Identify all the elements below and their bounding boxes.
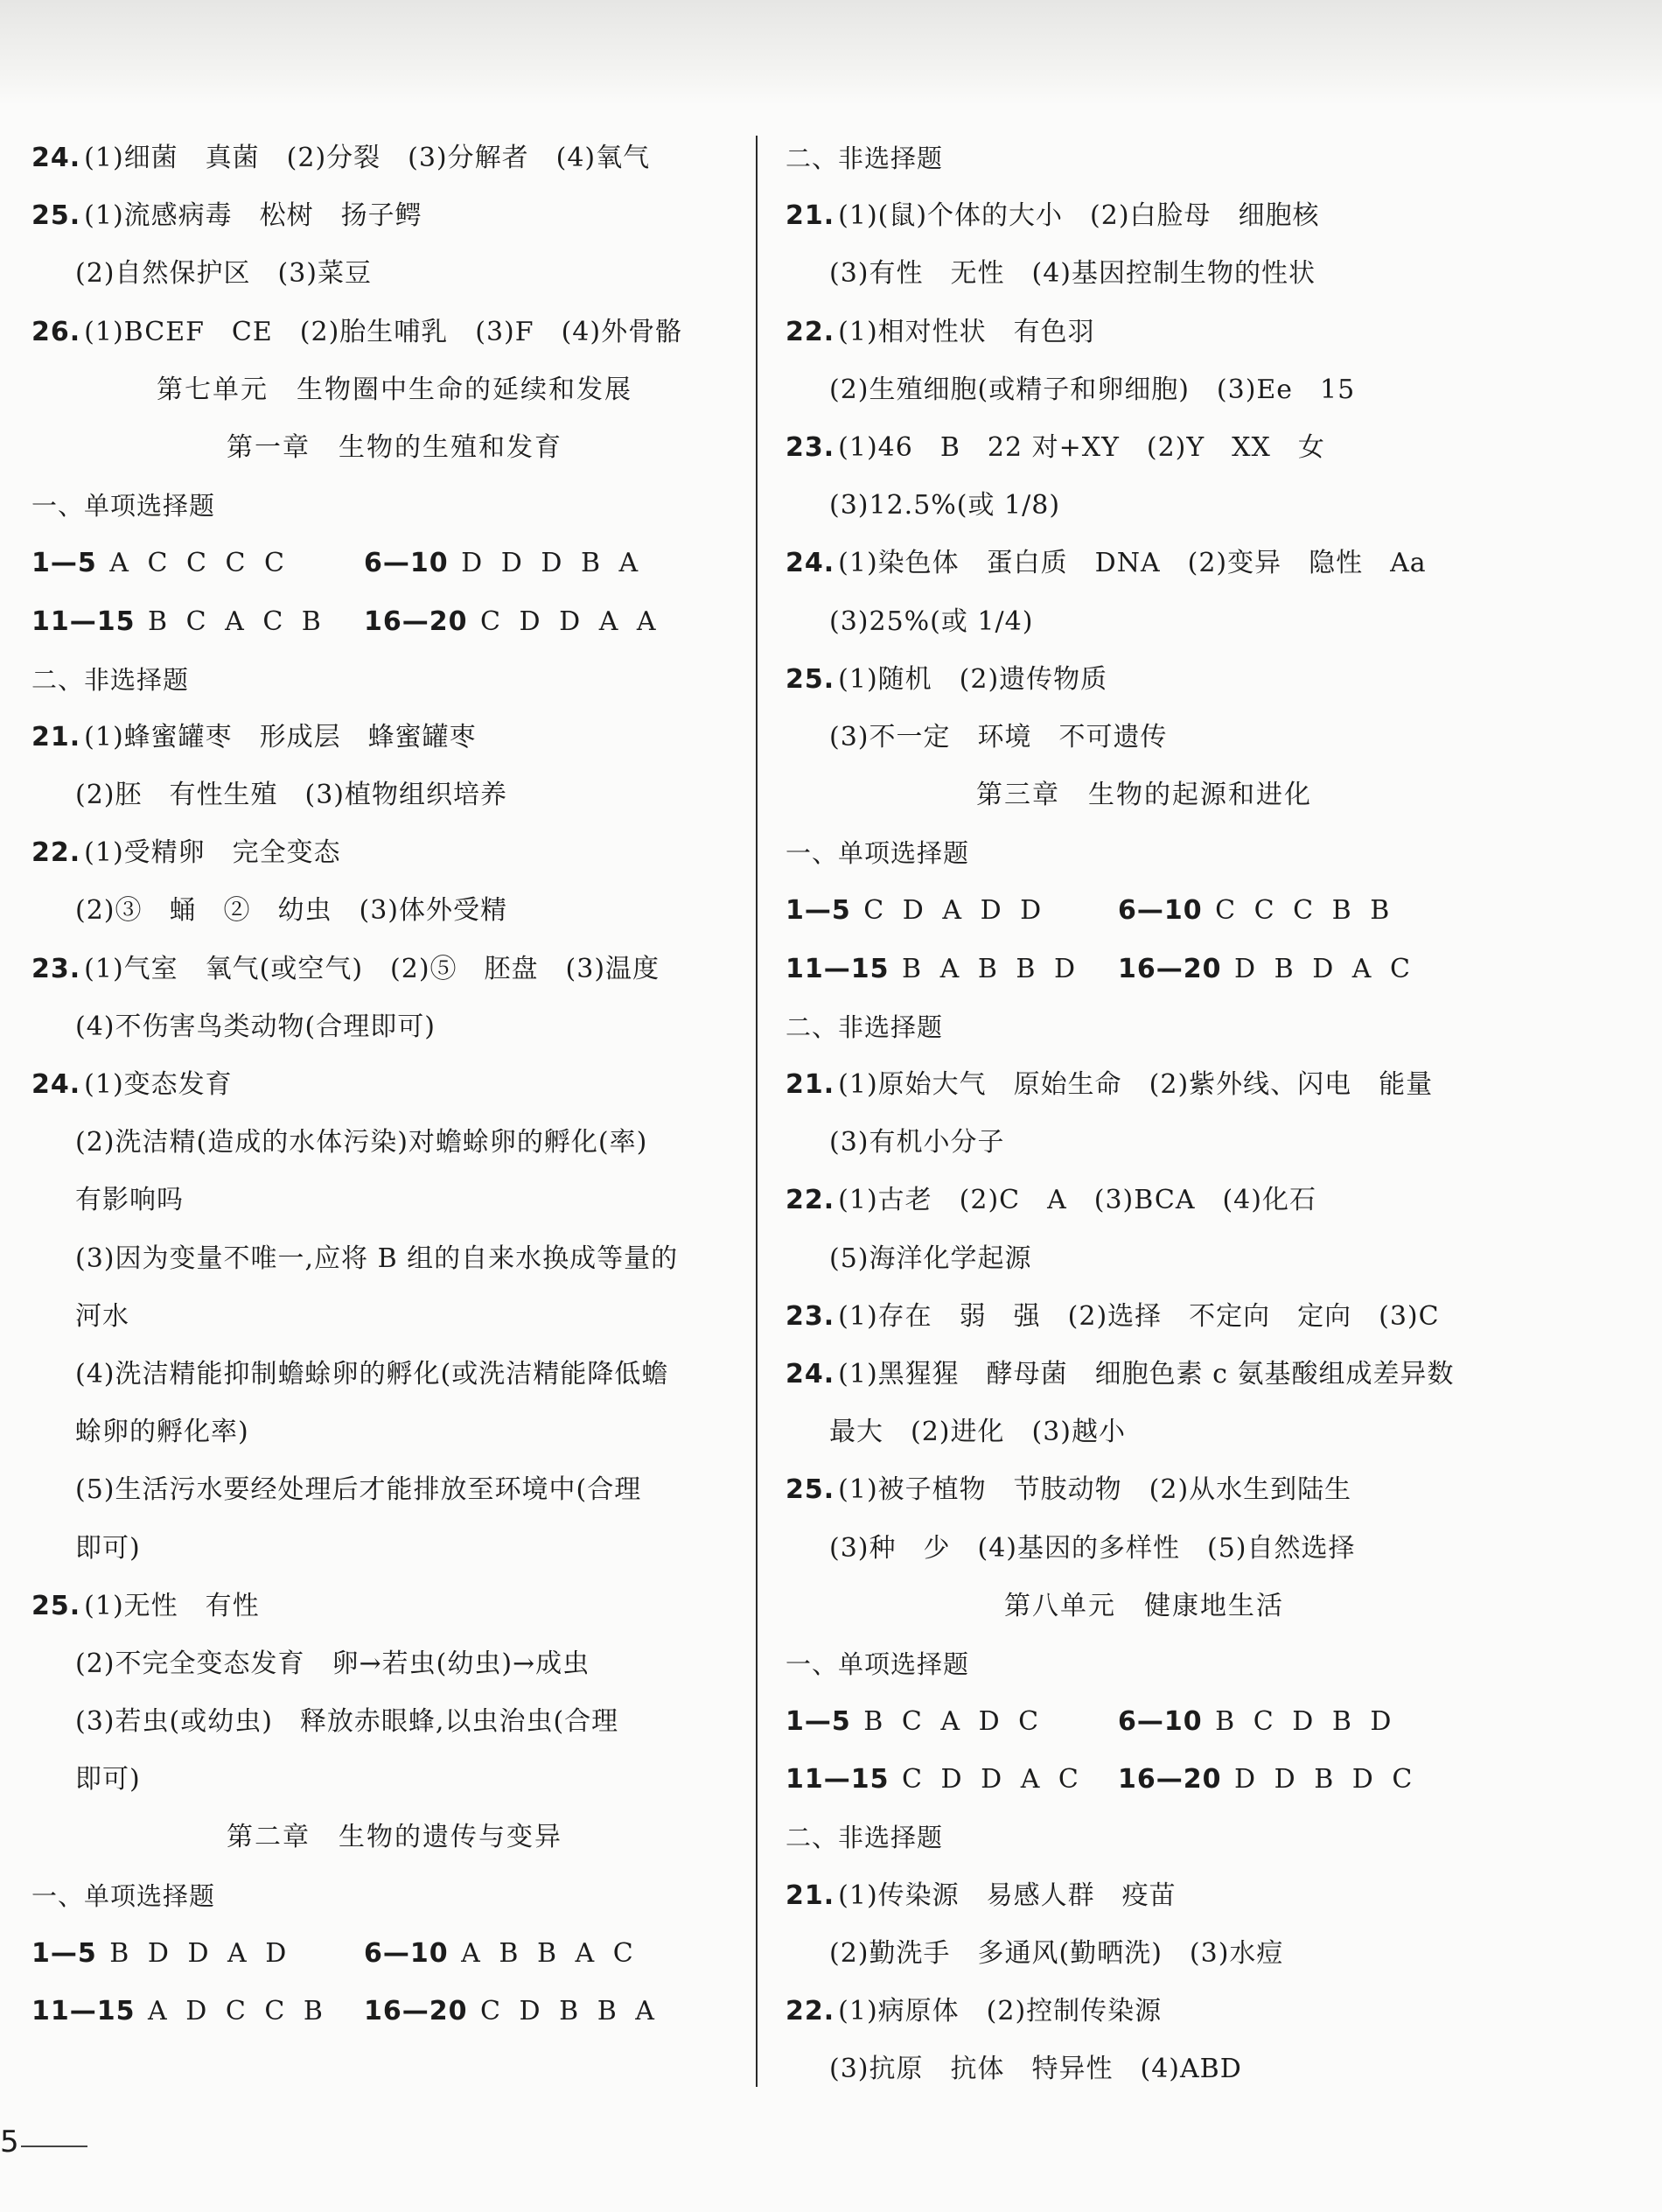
answer-line (786, 1867, 1503, 1925)
answer-continuation: (3)有性 无性 (4)基因控制生物的性状 (829, 258, 1316, 290)
question-range: 1—5 (31, 1937, 97, 1969)
choice-letters: C D B B A (480, 1996, 660, 2026)
choice-letters: C C C B B (1215, 895, 1395, 927)
answer-line (786, 651, 1503, 709)
answer-continuation: (5)海洋化学起源 (829, 1242, 1032, 1274)
choice-answer-group (1118, 882, 1450, 940)
section-heading: 一、单项选择题 (31, 1880, 216, 1911)
answer-text: (1)黑猩猩 酵母菌 细胞色素 c 氨基酸组成差异数 (838, 1358, 1455, 1390)
page-number-rule (21, 2146, 87, 2147)
question-range: 11—15 (31, 606, 136, 637)
scan-shadow (0, 0, 1662, 105)
answer-text: (1)细菌 真菌 (2)分裂 (3)分解者 (4)氧气 (84, 143, 651, 173)
question-range: 16—20 (1118, 953, 1222, 984)
answer-continuation: (3)12.5%(或 1/8) (829, 490, 1061, 522)
choice-letters: B C D B D (1215, 1706, 1397, 1738)
answer-continuation: (2)胚 有性生殖 (3)植物组织培养 (75, 780, 507, 811)
answer-line (786, 1983, 1503, 2040)
left-column (31, 130, 758, 2040)
answer-continuation: (3)因为变量不唯一,应将 B 组的自来水换成等量的 (75, 1242, 679, 1274)
answer-continuation: (2)洗洁精(造成的水体污染)对蟾蜍卵的孵化(率) (75, 1127, 648, 1158)
answer-text: (1)蜂蜜罐枣 形成层 蜂蜜罐枣 (84, 721, 477, 752)
answer-line (786, 1288, 1503, 1346)
chapter-title: 第二章 生物的遗传与变异 (227, 1822, 562, 1853)
answer-line (31, 1578, 758, 1635)
question-number: 23. (786, 1300, 835, 1332)
section-heading: 一、单项选择题 (31, 491, 216, 522)
choice-letters: D B D A C (1234, 953, 1415, 984)
answer-line (31, 941, 758, 998)
chapter-title: 第三章 生物的起源和进化 (976, 780, 1312, 811)
question-number: 25. (786, 663, 835, 695)
answer-continuation: (3)不一定 环境 不可遗传 (829, 721, 1168, 752)
question-range: 6—10 (364, 1937, 449, 1969)
answer-continuation: 河水 (75, 1300, 129, 1332)
answer-line (31, 709, 758, 766)
page-number: 5 (0, 2124, 19, 2160)
choice-answer-group (31, 1925, 364, 1983)
answer-continuation: (3)种 少 (4)基因的多样性 (5)自然选择 (829, 1532, 1356, 1564)
answer-line (786, 187, 1503, 245)
chapter-title: 第七单元 生物圈中生命的延续和发展 (157, 374, 632, 405)
column-divider (756, 136, 758, 2087)
question-range: 16—20 (364, 606, 468, 637)
answer-continuation: 有影响吗 (75, 1185, 184, 1216)
answer-continuation: (2)生殖细胞(或精子和卵细胞) (3)Ee 15 (829, 374, 1356, 405)
answer-continuation: (4)不伤害鸟类动物(合理即可) (75, 1011, 436, 1042)
question-number: 24. (31, 143, 81, 173)
choice-letters: D D B D C (1234, 1764, 1418, 1796)
choice-answer-group (364, 535, 696, 592)
choice-answer-group (31, 1983, 364, 2040)
question-number: 22. (31, 837, 81, 869)
question-number: 26. (31, 316, 81, 347)
answer-text: (1)BCEF CE (2)胎生哺乳 (3)F (4)外骨骼 (84, 316, 683, 347)
answer-continuation: (2)勤洗手 多通风(勤晒洗) (3)水痘 (829, 1937, 1284, 1969)
answer-line (786, 535, 1503, 592)
choice-letters: C D D A A (480, 606, 661, 637)
question-range: 6—10 (364, 548, 449, 579)
question-number: 24. (786, 548, 835, 579)
choice-answer-group (364, 1983, 696, 2040)
choice-letters: A B B A C (461, 1937, 639, 1969)
choice-answer-group (364, 1925, 696, 1983)
answer-line (786, 1056, 1503, 1114)
answer-continuation: 即可) (75, 1532, 141, 1564)
answer-line (31, 1056, 758, 1114)
answer-text: (1)46 B 22 对+XY (2)Y XX 女 (838, 431, 1325, 463)
question-range: 1—5 (31, 548, 97, 579)
answer-text: (1)变态发育 (84, 1069, 233, 1100)
question-range: 11—15 (786, 1764, 890, 1796)
answer-continuation: (4)洗洁精能抑制蟾蜍卵的孵化(或洗洁精能降低蟾 (75, 1358, 669, 1390)
answer-continuation: (2)自然保护区 (3)菜豆 (75, 258, 372, 290)
choice-answers-row (31, 1983, 758, 2040)
choice-letters: B D D A D (109, 1937, 292, 1969)
choice-answer-group (786, 941, 1118, 998)
answer-continuation: (5)生活污水要经处理后才能排放至环境中(合理 (75, 1474, 642, 1506)
section-heading: 一、单项选择题 (786, 838, 970, 869)
answer-continuation: (3)抗原 抗体 特异性 (4)ABD (829, 2054, 1242, 2085)
answer-text: (1)受精卵 完全变态 (84, 837, 341, 869)
choice-answers-row (786, 1693, 1503, 1751)
answer-line (786, 304, 1503, 361)
choice-answers-row (786, 941, 1503, 998)
answer-text: (1)相对性状 有色羽 (838, 316, 1095, 347)
choice-answer-group (786, 882, 1118, 940)
answer-continuation: 最大 (2)进化 (3)越小 (829, 1417, 1126, 1448)
chapter-title: 第一章 生物的生殖和发育 (227, 431, 562, 463)
choice-answers-row (31, 593, 758, 651)
question-number: 21. (786, 200, 835, 232)
answer-line (31, 304, 758, 361)
section-heading: 二、非选择题 (786, 1823, 944, 1853)
answer-text: (1)存在 弱 强 (2)选择 不定向 定向 (3)C (838, 1300, 1440, 1332)
question-range: 6—10 (1118, 895, 1203, 927)
choice-answer-group (31, 535, 364, 592)
choice-answers-row (786, 1751, 1503, 1809)
right-column (786, 130, 1503, 2098)
question-number: 22. (786, 316, 835, 347)
choice-answer-group (364, 593, 696, 651)
answer-line (786, 1461, 1503, 1519)
answer-text: (1)无性 有性 (84, 1590, 260, 1621)
answer-continuation: (2)不完全变态发育 卵→若虫(幼虫)→成虫 (75, 1648, 590, 1679)
answer-text: (1)随机 (2)遗传物质 (838, 663, 1108, 695)
choice-letters: B C A C B (148, 606, 326, 637)
question-number: 22. (786, 1185, 835, 1216)
choice-letters: B A B B D (902, 953, 1081, 984)
answer-continuation: 即可) (75, 1764, 141, 1796)
answer-text: (1)古老 (2)C A (3)BCA (4)化石 (838, 1185, 1316, 1216)
answer-text: (1)流感病毒 松树 扬子鳄 (84, 200, 422, 232)
question-number: 24. (786, 1358, 835, 1390)
choice-letters: A C C C C (109, 548, 290, 579)
choice-letters: D D D B A (461, 548, 644, 579)
section-heading: 二、非选择题 (786, 144, 944, 173)
question-range: 16—20 (364, 1996, 468, 2026)
answer-text: (1)染色体 蛋白质 DNA (2)变异 隐性 Aa (838, 548, 1427, 579)
answer-continuation: (3)有机小分子 (829, 1127, 1005, 1158)
choice-answer-group (31, 593, 364, 651)
choice-letters: C D D A C (902, 1764, 1084, 1796)
answer-line (786, 419, 1503, 477)
question-number: 25. (786, 1474, 835, 1506)
question-range: 6—10 (1118, 1706, 1203, 1738)
answer-continuation: (3)若虫(或幼虫) 释放赤眼蜂,以虫治虫(合理 (75, 1706, 619, 1738)
choice-answers-row (786, 882, 1503, 940)
section-heading: 二、非选择题 (786, 1012, 944, 1042)
choice-letters: C D A D D (863, 895, 1047, 927)
choice-answer-group (786, 1693, 1118, 1751)
answer-continuation: (2)③ 蛹 ② 幼虫 (3)体外受精 (75, 895, 507, 927)
answer-text: (1)传染源 易感人群 疫苗 (838, 1880, 1177, 1911)
question-number: 22. (786, 1996, 835, 2026)
choice-answer-group (786, 1751, 1118, 1809)
question-number: 23. (786, 431, 835, 463)
question-number: 25. (31, 1590, 81, 1621)
question-range: 1—5 (786, 895, 851, 927)
question-range: 1—5 (786, 1706, 851, 1738)
choice-letters: A D C C B (148, 1996, 328, 2026)
answer-line (31, 130, 758, 187)
question-number: 21. (786, 1880, 835, 1911)
question-number: 21. (786, 1069, 835, 1100)
choice-answer-group (1118, 1751, 1450, 1809)
section-heading: 二、非选择题 (31, 664, 190, 695)
choice-answer-group (1118, 1693, 1450, 1751)
question-number: 23. (31, 953, 81, 984)
question-number: 24. (31, 1069, 81, 1100)
section-heading: 一、单项选择题 (786, 1648, 970, 1679)
question-range: 11—15 (786, 953, 890, 984)
chapter-title: 第八单元 健康地生活 (1004, 1590, 1284, 1621)
choice-answer-group (1118, 941, 1450, 998)
answer-continuation: 蜍卵的孵化率) (75, 1417, 249, 1448)
answer-text: (1)原始大气 原始生命 (2)紫外线、闪电 能量 (838, 1069, 1434, 1100)
question-number: 21. (31, 721, 81, 752)
choice-letters: B C A D C (863, 1706, 1044, 1738)
answer-line (786, 1346, 1503, 1404)
answer-line (786, 1172, 1503, 1229)
question-range: 16—20 (1118, 1764, 1222, 1796)
choice-answers-row (31, 1925, 758, 1983)
answer-line (31, 824, 758, 882)
answer-line (31, 187, 758, 245)
answer-text: (1)气室 氧气(或空气) (2)⑤ 胚盘 (3)温度 (84, 953, 660, 984)
question-range: 11—15 (31, 1996, 136, 2026)
answer-text: (1)被子植物 节肢动物 (2)从水生到陆生 (838, 1474, 1352, 1506)
answer-continuation: (3)25%(或 1/4) (829, 606, 1034, 637)
question-number: 25. (31, 200, 81, 232)
answer-text: (1)(鼠)个体的大小 (2)白脸母 细胞核 (838, 200, 1320, 232)
answer-text: (1)病原体 (2)控制传染源 (838, 1996, 1163, 2026)
choice-answers-row (31, 535, 758, 592)
